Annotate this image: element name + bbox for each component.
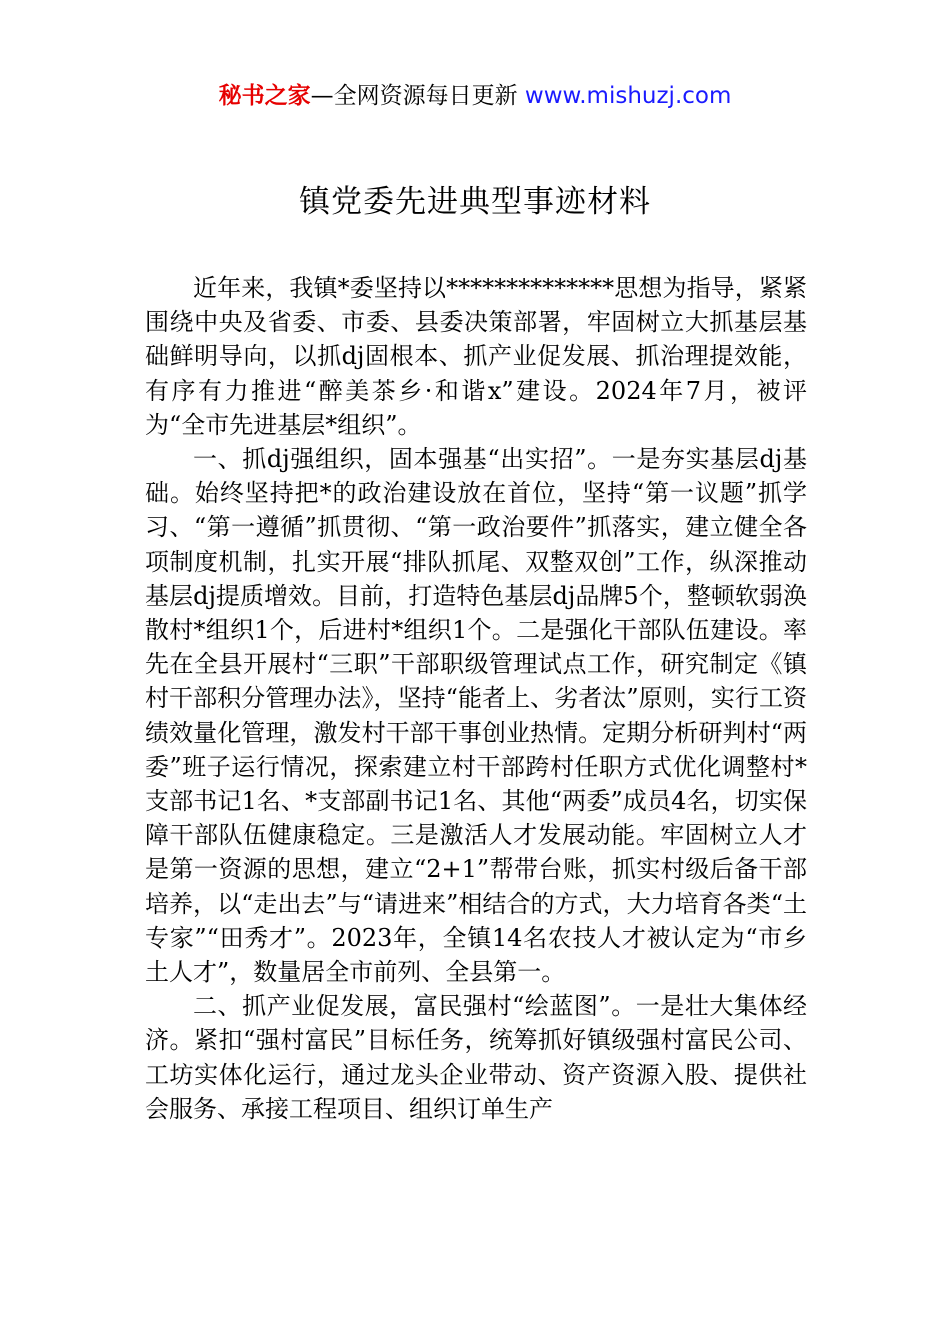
site-url-link[interactable]: www.mishuzj.com: [517, 83, 732, 109]
paragraph-intro: 近年来，我镇*委坚持以**************思想为指导，紧紧围绕中央及省委、市委、县委决策部署，牢固树立大抓基层基础鲜明导向，以抓dj固根本、抓产业促发展、抓治理提效能，有序有力推进“醉美茶乡·和谐x”建设。2024年7月，被评为“全市先进基层*组织”。: [145, 274, 807, 439]
paragraph-section-one: 一、抓dj强组织，固本强基“出实招”。一是夯实基层dj基础。始终坚持把*的政治建设放在首位，坚持“第一议题”抓学习、“第一遵循”抓贯彻、“第一政治要件”抓落实，建立健全各项制度机制，扎实开展“排队抓尾、双整双创”工作，纵深推动基层dj提质增效。目前，打造特色基层dj品牌5个，整顿软弱涣散村*组织1个，后进村*组织1个。二是强化干部队伍建设。率先在全县开展村“三职”干部职级管理试点工作，研究制定《镇村干部积分管理办法》，坚持“能者上、劣者汰”原则，实行工资绩效量化管理，激发村干部干事创业热情。定期分析研判村“两委”班子运行情况，探索建立村干部跨村任职方式优化调整村*支部书记1名、*支部副书记1名、其他“两委”成员4名，切实保障干部队伍健康稳定。三是激活人才发展动能。牢固树立人才是第一资源的思想，建立“2+1”帮带台账，抓实村级后备干部培养，以“走出去”与“请进来”相结合的方式，大力培育各类“土专家”“田秀才”。2023年，全镇14名农技人才被认定为“市乡土人才”，数量居全市前列、全县第一。: [145, 445, 807, 987]
paragraph-section-two: 二、抓产业促发展，富民强村“绘蓝图”。一是壮大集体经济。紧扣“强村富民”目标任务，统筹抓好镇级强村富民公司、工坊实体化运行，通过龙头企业带动、资产资源入股、提供社会服务、承接工程项目、组织订单生产: [145, 992, 807, 1123]
document-title: 镇党委先进典型事迹材料: [299, 184, 651, 220]
site-tagline: —全网资源每日更新: [310, 83, 518, 109]
site-header: [0, 80, 950, 112]
site-brand: 秘书之家: [218, 83, 311, 109]
document-body: [145, 271, 807, 1126]
